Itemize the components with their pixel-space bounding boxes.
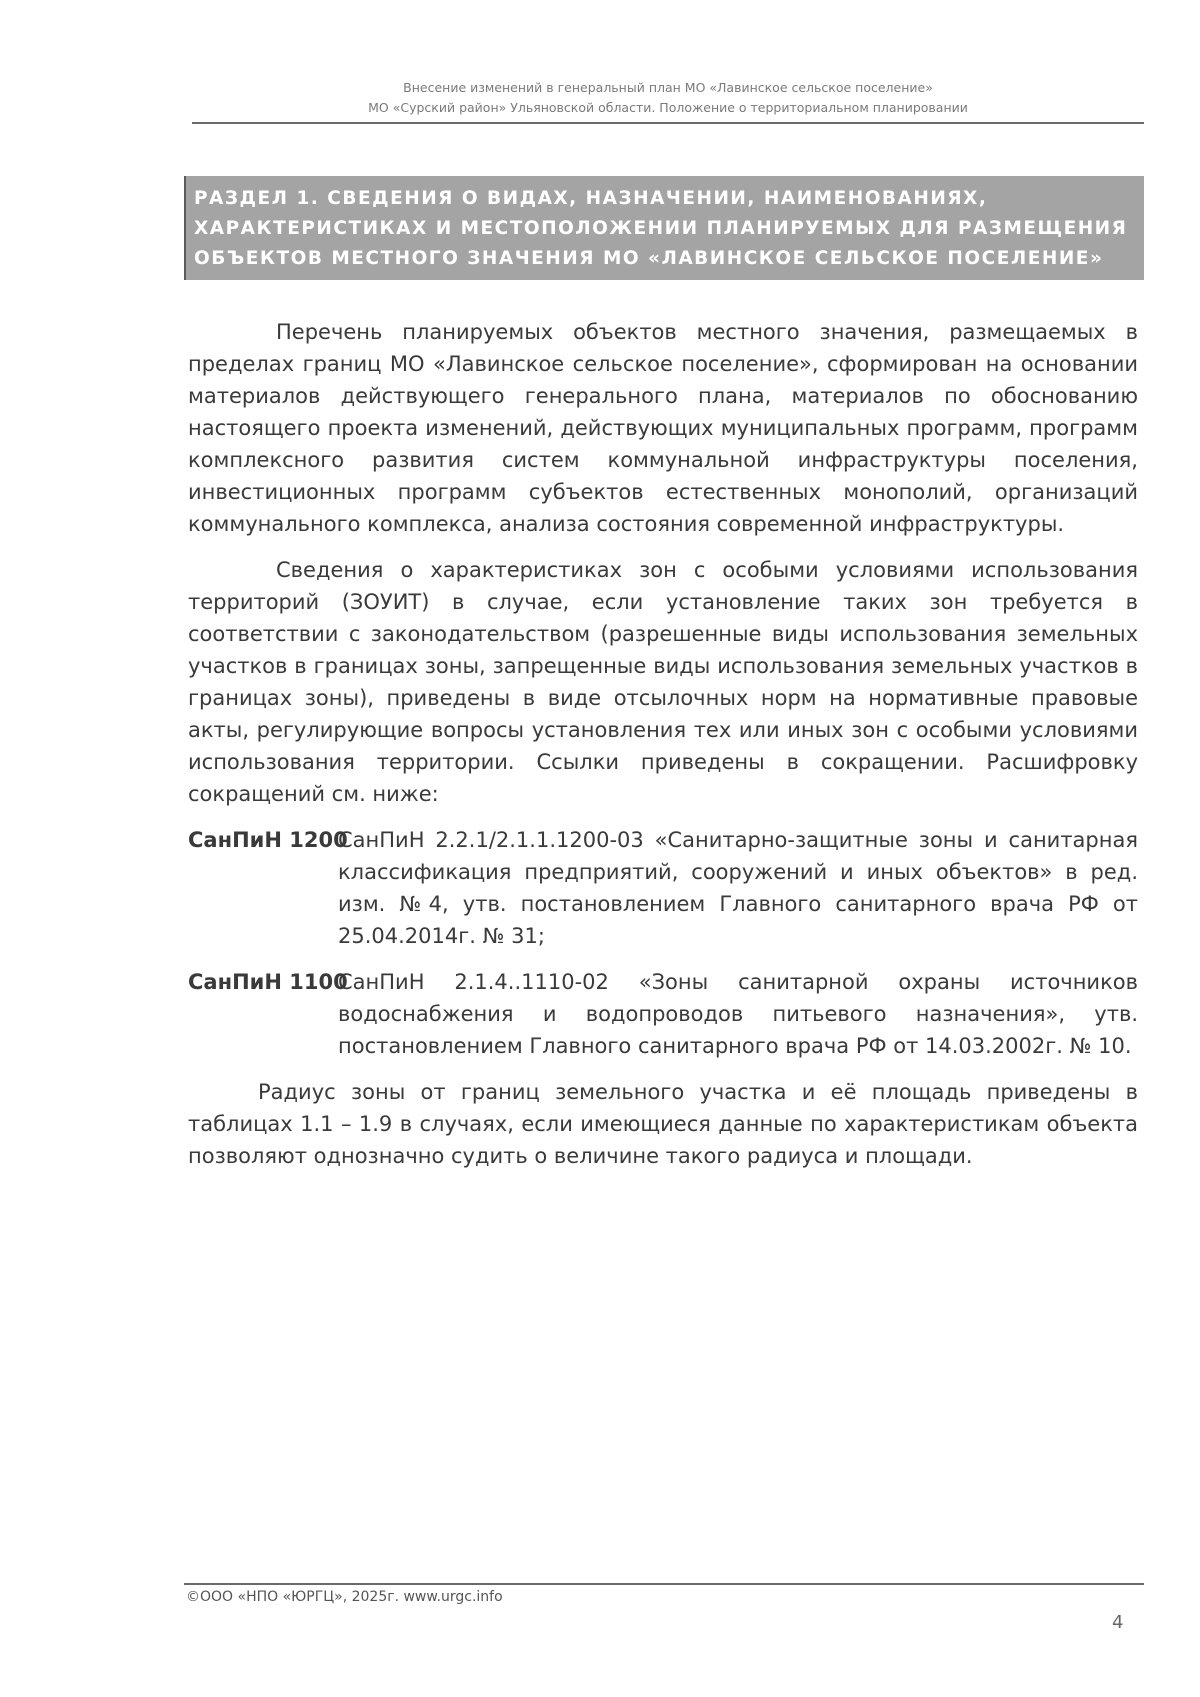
reference-code: СанПиН 1200 [188,828,348,852]
paragraph-radius: Радиус зоны от границ земельного участка и её площадь приведены в таблицах 1.1 – 1.9 в случаях, если имеющиеся данные по характеристикам объекта позволяют однозначно судить о величине такого радиуса и площади. [188,1080,1138,1168]
page-number: 4 [1112,1612,1124,1633]
running-header-line-1: Внесение изменений в генеральный план МО «Лавинское сельское поселение» [403,80,933,95]
footer-copyright: ©ООО «НПО «ЮРГЦ», 2025г. www.urgc.info [186,1589,503,1605]
footer-rule [184,1583,1144,1585]
running-header [192,78,1144,118]
section-title-banner: РАЗДЕЛ 1. СВЕДЕНИЯ О ВИДАХ, НАЗНАЧЕНИИ, НАИМЕНОВАНИЯХ, ХАРАКТЕРИСТИКАХ И МЕСТОПОЛОЖЕНИИ ПЛАНИРУЕМЫХ ДЛЯ РАЗМЕЩЕНИЯ ОБЪЕКТОВ МЕСТНОГО ЗНАЧЕНИЯ МО «ЛАВИНСКОЕ СЕЛЬСКОЕ ПОСЕЛЕНИЕ» [184,176,1144,280]
reference-item [188,966,1138,1062]
reference-text: СанПиН 2.2.1/2.1.1.1200-03 «Санитарно-защитные зоны и санитарная классификация предприятий, сооружений и иных объектов» в ред. изм. №4, утв. постановлением Главного санитарного врача РФ от 25.04.2014г. № 31; [338,828,1138,948]
reference-item [188,824,1138,952]
header-rule [192,122,1144,124]
paragraph-objects-list: Перечень планируемых объектов местного значения, размещаемых в пределах границ МО «Лавинское сельское поселение», сформирован на основании материалов действующего генерального плана, материалов по обоснованию настоящего проекта изменений, действующих муниципальных программ, программ комплексного развития систем коммунальной инфраструктуры поселения, инвестиционных программ субъектов естественных монополий, организаций коммунального комплекса, анализа состояния современной инфраструктуры. [188,320,1138,536]
reference-code: СанПиН 1100 [188,970,348,994]
body-text [188,316,1138,1186]
reference-text: СанПиН 2.1.4..1110-02 «Зоны санитарной охраны источников водоснабжения и водопроводов питьевого назначения», утв. постановлением Главного санитарного врача РФ от 14.03.2002г. № 10. [338,970,1138,1058]
paragraph-zouit: Сведения о характеристиках зон с особыми условиями использования территорий (ЗОУИТ) в случае, если установление таких зон требуется в соответствии с законодательством (разрешенные виды использования земельных участков в границах зоны, запрещенные виды использования земельных участков в границах зоны), приведены в виде отсылочных норм на нормативные правовые акты, регулирующие вопросы установления тех или иных зон с особыми условиями использования территории. Ссылки приведены в сокращении. Расшифровку сокращений см. ниже: [188,558,1138,806]
running-header-line-2: МО «Сурский район» Ульяновской области. Положение о территориальном планировании [368,100,968,115]
